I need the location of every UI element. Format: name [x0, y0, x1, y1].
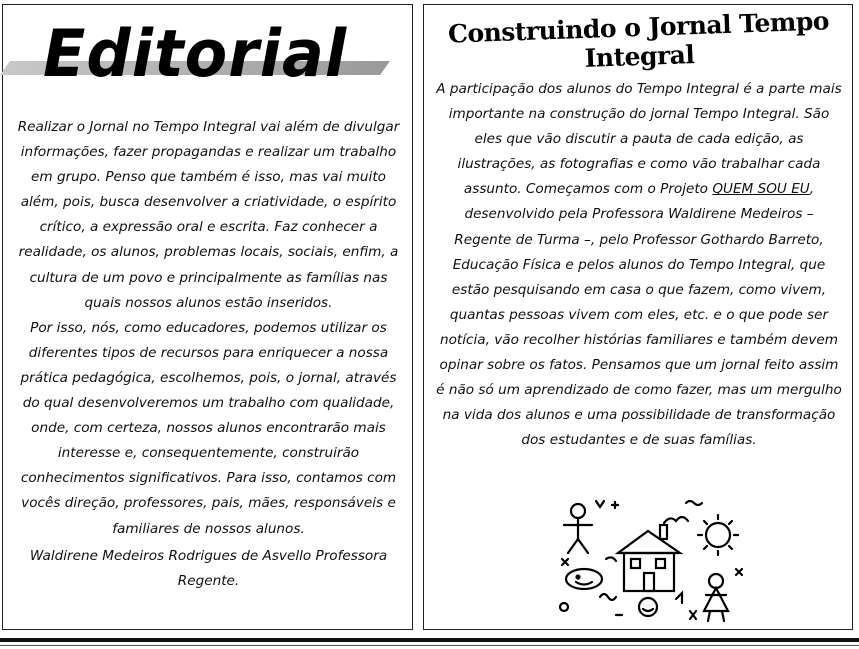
editorial-paragraph-2: Por isso, nós, como educadores, podemos utilizar os diferentes tipos de recursos para enriquecer a nossa prática pedagógica, escolhemos, pois, o jornal, através do qual desenvolveremos um trabalho com qualidade, onde, com certeza, nossos alunos encontrarão mais interesse e, consequentemente, construirão conhecimentos significativos. Para isso, contamos com vocês direção, professores, pais, mães, responsáveis e familiares de nossos alunos.	[20, 319, 397, 537]
editorial-heading	[5, 17, 405, 97]
project-name: QUEM SOU EU	[712, 181, 810, 198]
editorial-panel	[2, 4, 413, 630]
editorial-signature: Waldirene Medeiros Rodrigues de Asvello Professora Regente.	[29, 547, 388, 589]
bottom-rule-thin	[0, 645, 859, 646]
article-text-before: A participação dos alunos do Tempo Integral é a parte mais importante na construção do jornal Tempo Integral. São eles que vão discutir a pauta de cada edição, as ilustrações, as fotografias e como vão trabalhar cada assunto. Começamos com o Projeto	[436, 81, 842, 198]
bottom-rule	[0, 638, 859, 642]
article-paragraph	[436, 77, 842, 453]
editorial-title: Editorial	[43, 15, 348, 92]
article-text-after: , desenvolvido pela Professora Waldirene Medeiros – Regente de Turma –, pelo Professor Gothardo Barreto, Educação Física e pelos alunos do Tempo Integral, que estão pesquisando em casa o que fazem, como vivem, quantas pessoas vivem com eles, etc. e o que pode ser notícia, vão recolher histórias familiares e também devem opinar sobre os fatos. Pensamos que um jornal feito assim é não só um aprendizado de como fazer, mas um mergulho na vida dos alunos e uma possibilidade de transformação dos estudantes e de suas famílias.	[436, 181, 842, 449]
article-title: Construindo o Jornal Tempo Integral	[447, 6, 830, 73]
editorial-paragraph-1: Realizar o Jornal no Tempo Integral vai além de divulgar informações, fazer propagandas e realizar um trabalho em grupo. Penso que também é isso, mas vai muito além, pois, busca desenvolver a criatividade, o espírito crítico, a expressão oral e escrita. Faz conhecer a realidade, os alunos, problemas locais, sociais, enfim, a cultura de um povo e principalmente as famílias nas quais nossos alunos estão inseridos.	[17, 119, 400, 311]
article-panel	[423, 4, 853, 630]
children-drawing-illustration	[556, 495, 746, 625]
article-body	[436, 77, 842, 453]
editorial-body	[11, 115, 406, 594]
